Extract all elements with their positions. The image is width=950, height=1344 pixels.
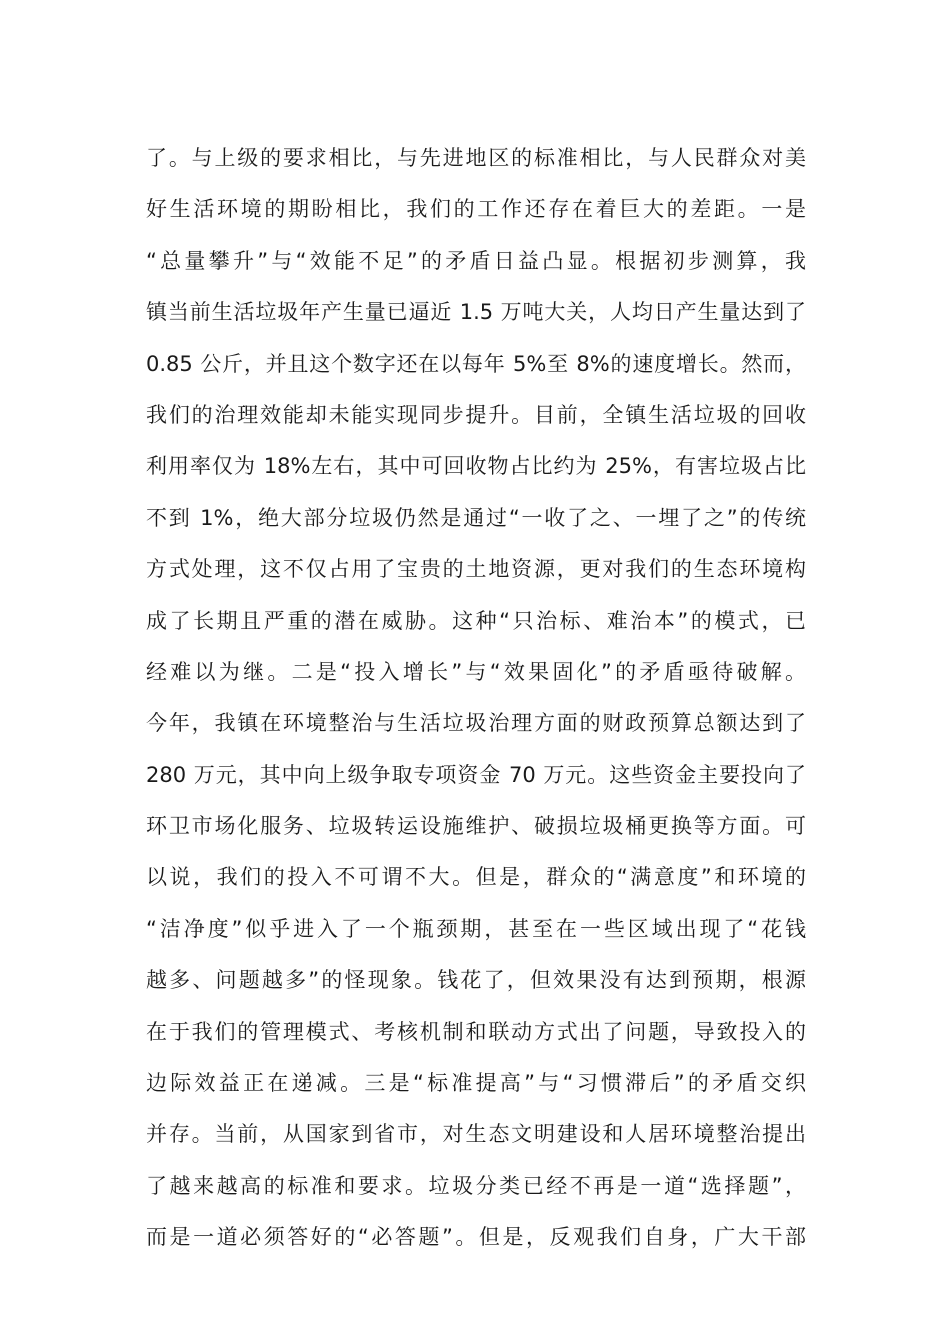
text-line-19: 边际效益正在递减。三是“标准提高”与“习惯滞后”的矛盾交织 xyxy=(146,1071,806,1096)
text-line-18: 在于我们的管理模式、考核机制和联动方式出了问题，导致投入的 xyxy=(146,1019,806,1044)
text-line-6: 我们的治理效能却未能实现同步提升。目前，全镇生活垃圾的回收 xyxy=(146,402,806,427)
text-line-1: 了。与上级的要求相比，与先进地区的标准相比，与人民群众对美 xyxy=(146,146,806,170)
text-line-3: “总量攀升”与“效能不足”的矛盾日益凸显。根据初步测算，我 xyxy=(146,248,806,273)
text-line-7: 利用率仅为 18%左右，其中可回收物占比约为 25%，有害垃圾占比 xyxy=(146,454,806,479)
text-line-4: 镇当前生活垃圾年产生量已逼近 1.5 万吨大关，人均日产生量达到了 xyxy=(146,300,806,325)
text-line-12: 今年，我镇在环境整治与生活垃圾治理方面的财政预算总额达到了 xyxy=(146,711,806,736)
text-line-21: 了越来越高的标准和要求。垃圾分类已经不再是一道“选择题”， xyxy=(146,1173,806,1198)
text-line-14: 环卫市场化服务、垃圾转运设施维护、破损垃圾桶更换等方面。可 xyxy=(146,814,806,839)
text-line-5: 0.85 公斤，并且这个数字还在以每年 5%至 8%的速度增长。然而， xyxy=(146,351,806,376)
text-line-2: 好生活环境的期盼相比，我们的工作还存在着巨大的差距。一是 xyxy=(146,197,806,222)
text-line-16: “洁净度”似乎进入了一个瓶颈期，甚至在一些区域出现了“花钱 xyxy=(146,916,806,941)
text-line-11: 经难以为继。二是“投入增长”与“效果固化”的矛盾亟待破解。 xyxy=(146,659,806,684)
text-line-20: 并存。当前，从国家到省市，对生态文明建设和人居环境整治提出 xyxy=(146,1122,806,1147)
text-line-10: 成了长期且严重的潜在威胁。这种“只治标、难治本”的模式，已 xyxy=(146,608,806,633)
text-line-17: 越多、问题越多”的怪现象。钱花了，但效果没有达到预期，根源 xyxy=(146,968,806,993)
body-paragraph xyxy=(146,133,806,1264)
text-line-13: 280 万元，其中向上级争取专项资金 70 万元。这些资金主要投向了 xyxy=(146,762,806,787)
text-line-9: 方式处理，这不仅占用了宝贵的土地资源，更对我们的生态环境构 xyxy=(146,557,806,582)
text-line-15: 以说，我们的投入不可谓不大。但是，群众的“满意度”和环境的 xyxy=(146,865,806,890)
text-line-22: 而是一道必须答好的“必答题”。但是，反观我们自身，广大干部 xyxy=(146,1225,806,1250)
text-line-8: 不到 1%，绝大部分垃圾仍然是通过“一收了之、一埋了之”的传统 xyxy=(146,505,806,530)
